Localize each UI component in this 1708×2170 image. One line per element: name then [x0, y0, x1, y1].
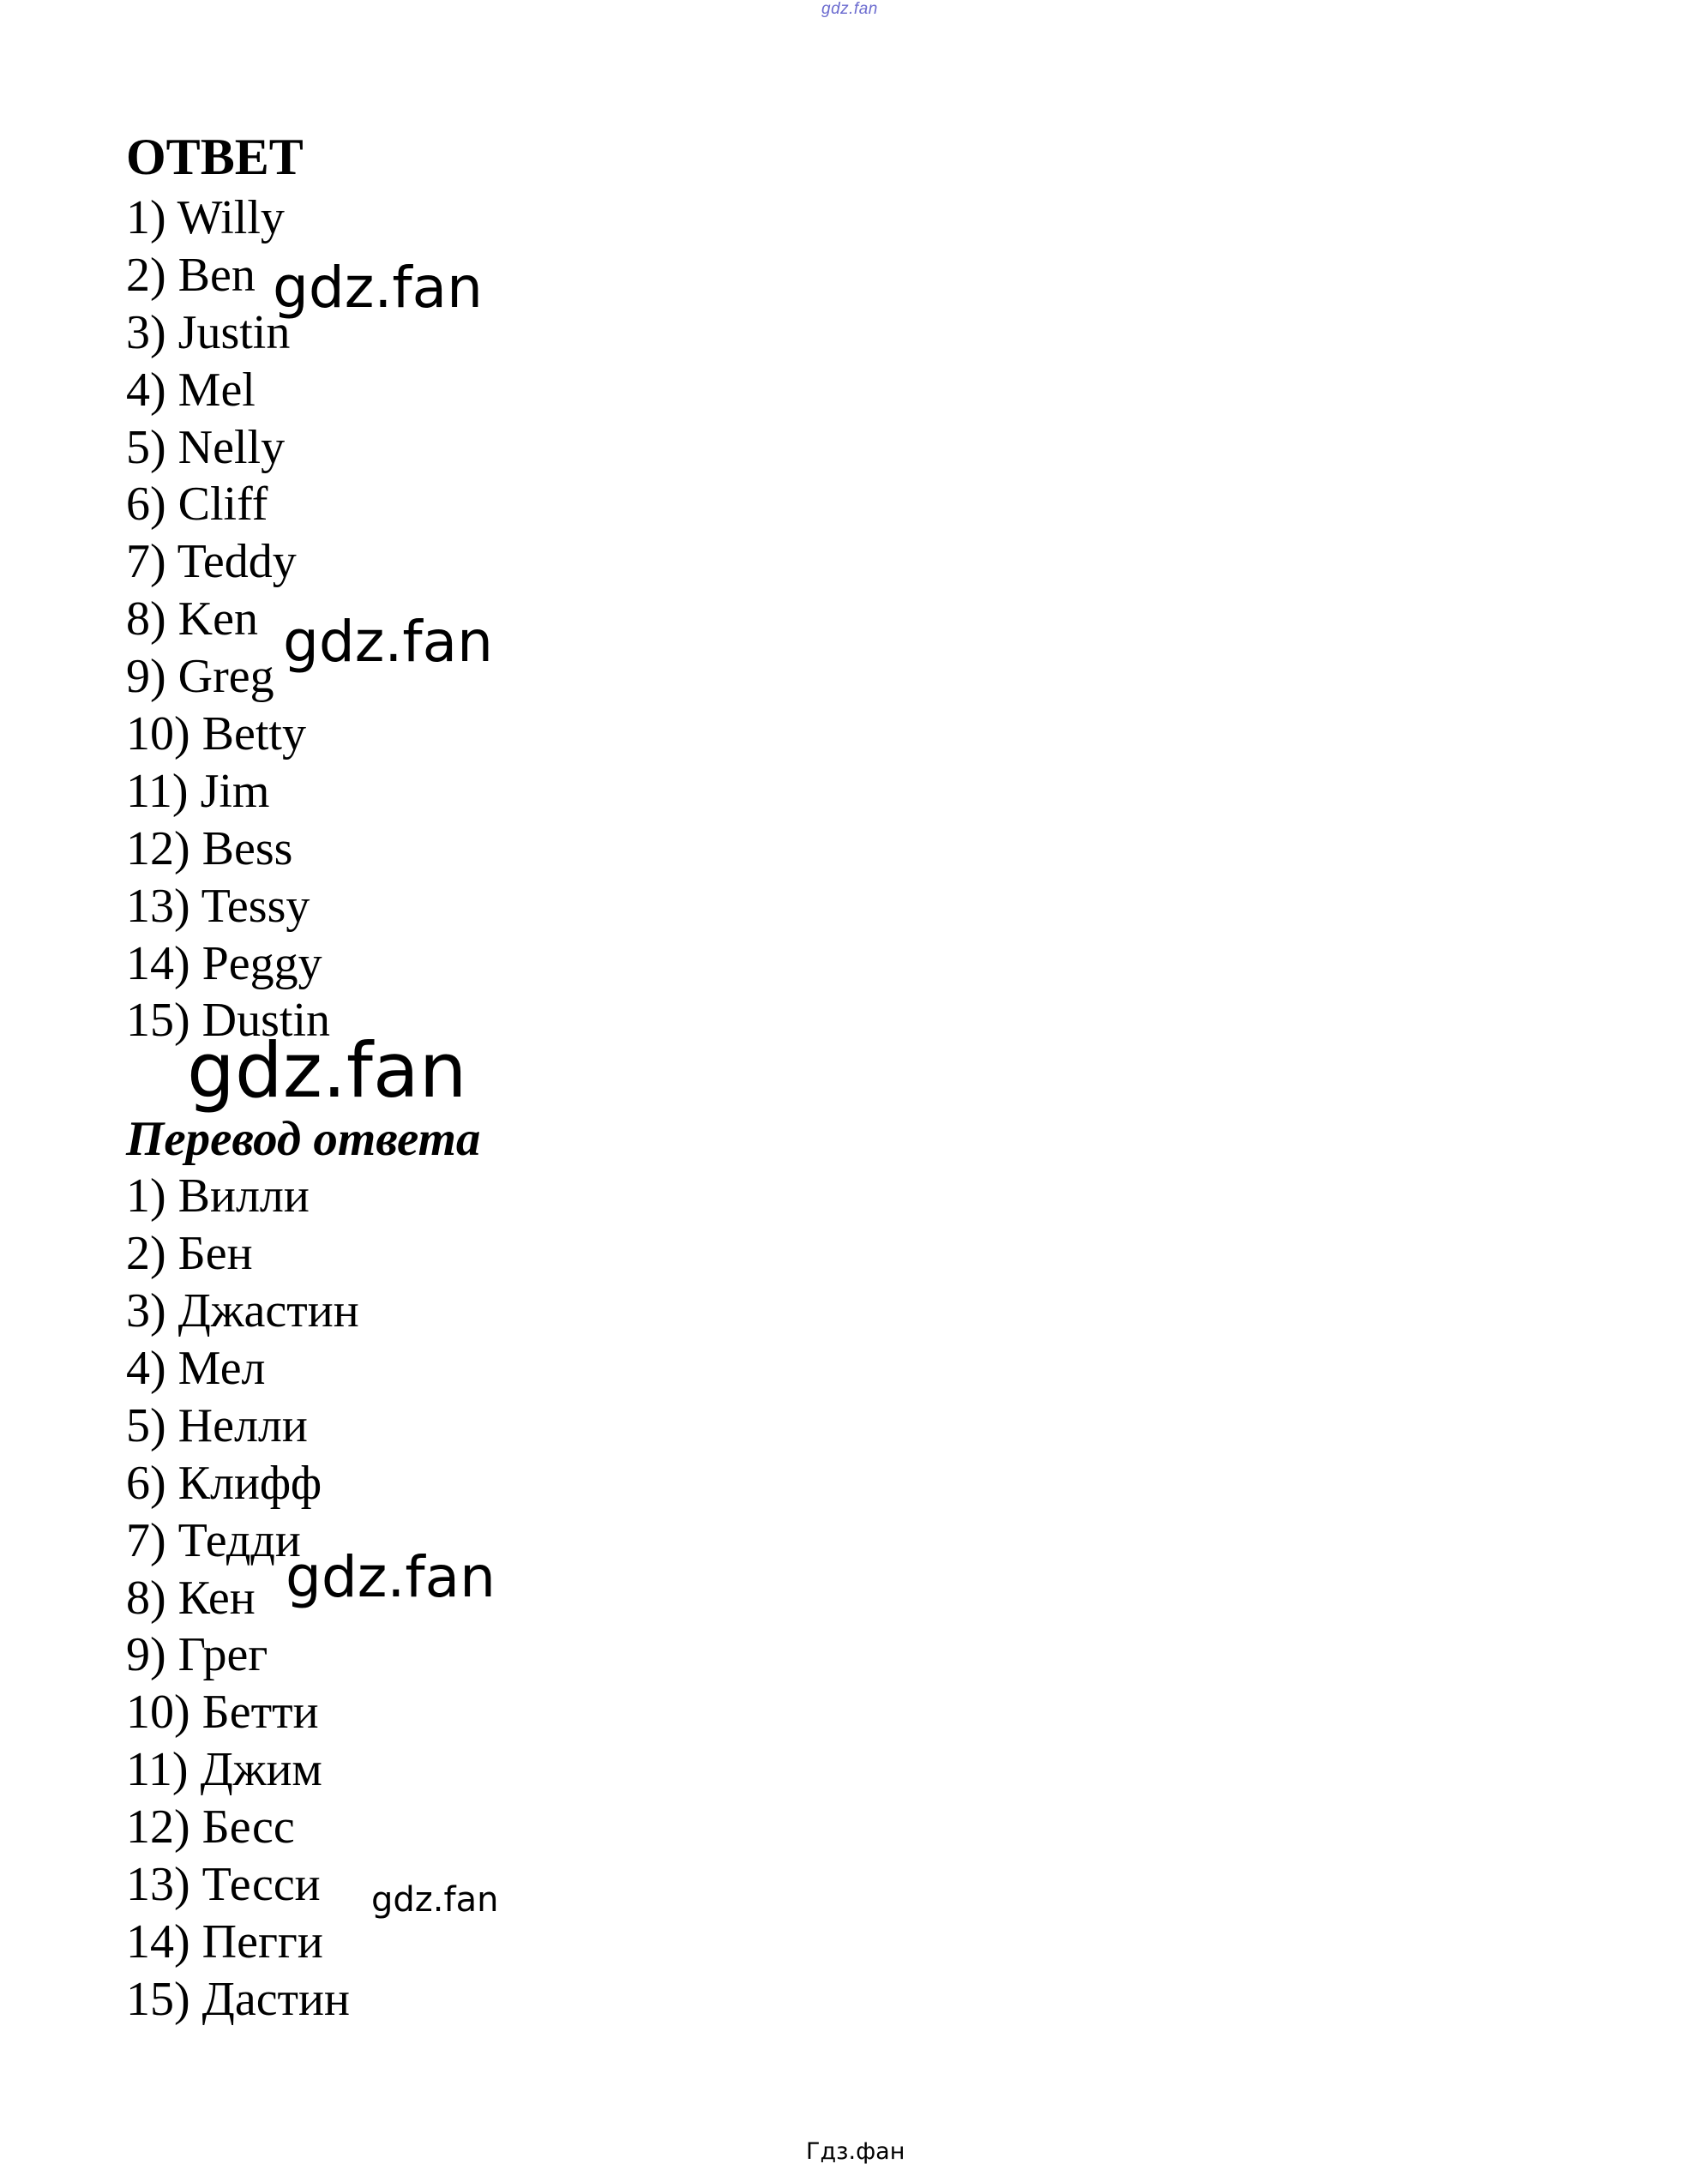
translation-item: 14) Пегги: [126, 1915, 323, 1969]
answer-heading: ОТВЕТ: [126, 129, 304, 185]
watermark: gdz.fan: [371, 1880, 499, 1920]
answer-item: 7) Teddy: [126, 535, 297, 589]
translation-item: 6) Клифф: [126, 1456, 322, 1510]
translation-item: 2) Бен: [126, 1227, 253, 1281]
answer-item: 8) Ken: [126, 592, 258, 646]
translation-item: 3) Джастин: [126, 1284, 359, 1338]
translation-item: 15) Дастин: [126, 1972, 350, 2026]
top-watermark: gdz.fan: [821, 0, 878, 18]
watermark: gdz.fan: [273, 255, 483, 321]
watermark: gdz.fan: [187, 1026, 467, 1115]
translation-item: 5) Нелли: [126, 1398, 308, 1452]
answer-item: 9) Greg: [126, 650, 274, 704]
translation-item: 1) Вилли: [126, 1169, 310, 1223]
translation-item: 9) Грег: [126, 1628, 268, 1682]
answer-item: 4) Mel: [126, 363, 256, 417]
footer-watermark: Гдз.фан: [806, 2138, 905, 2165]
answer-item: 1) Willy: [126, 191, 285, 244]
watermark: gdz.fan: [286, 1544, 496, 1610]
answer-item: 10) Betty: [126, 707, 306, 761]
answer-item: 12) Bess: [126, 821, 293, 875]
translation-item: 13) Тесси: [126, 1858, 321, 1912]
translation-item: 11) Джим: [126, 1743, 322, 1797]
translation-item: 4) Мел: [126, 1342, 266, 1396]
answer-item: 2) Ben: [126, 248, 256, 302]
answer-item: 5) Nelly: [126, 420, 286, 474]
translation-heading: Перевод ответа: [126, 1112, 481, 1167]
answer-item: 13) Tessy: [126, 879, 310, 933]
answer-item: 15) Dustin: [126, 994, 330, 1048]
translation-item: 12) Бесс: [126, 1800, 295, 1854]
translation-item: 10) Бетти: [126, 1686, 319, 1740]
translation-item: 7) Тедди: [126, 1513, 301, 1567]
answer-item: 6) Cliff: [126, 478, 268, 532]
answer-item: 3) Justin: [126, 305, 291, 359]
answer-item: 14) Peggy: [126, 936, 322, 990]
answer-item: 11) Jim: [126, 764, 270, 818]
translation-item: 8) Кен: [126, 1571, 256, 1625]
translation-list: [126, 1168, 1155, 2028]
watermark: gdz.fan: [283, 609, 493, 675]
